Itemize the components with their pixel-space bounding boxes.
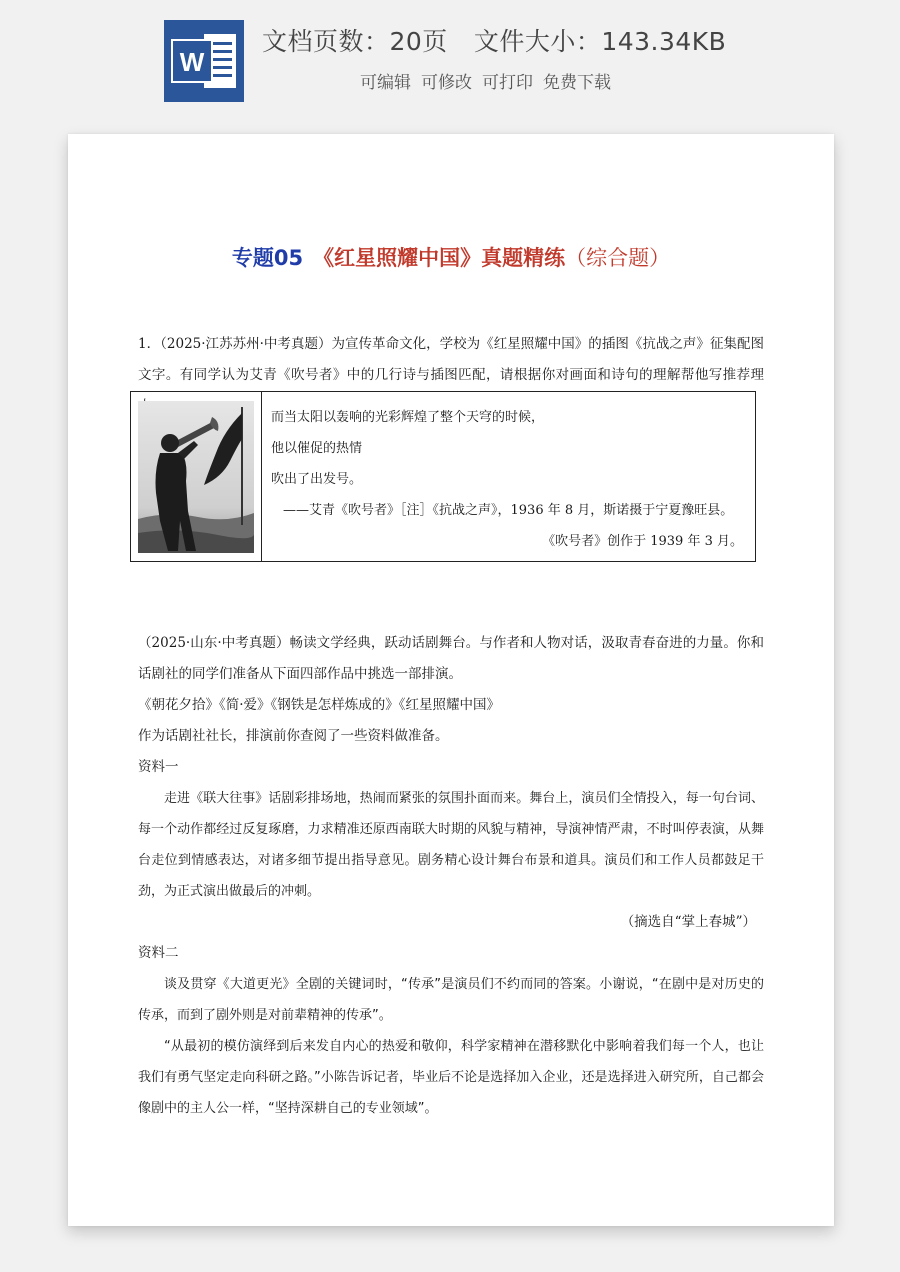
poem-table: [130, 391, 756, 562]
word-document-icon: [164, 20, 244, 102]
feature-editable: 可编辑: [360, 73, 411, 93]
question-2: [138, 628, 764, 1124]
title-book: 《红星照耀中国》真题精练: [313, 246, 566, 270]
question-2-intro: （2025·山东·中考真题）畅读文学经典，跃动话剧舞台。与作者和人物对话，汲取青春奋进的力量。你和话剧社的同学们准备从下面四部作品中挑选一部排演。: [138, 635, 764, 682]
document-info-header: [0, 0, 900, 120]
feature-free-download: 免费下载: [543, 73, 611, 93]
svg-text:W: W: [179, 47, 205, 77]
work-list: 《朝花夕拾》《简·爱》《钢铁是怎样炼成的》《红星照耀中国》: [138, 697, 501, 713]
feature-printable: 可打印: [482, 73, 533, 93]
file-stats: [262, 22, 726, 58]
document-page: [68, 134, 834, 1226]
poem-note: 《吹号者》创作于 1939 年 3 月。: [542, 534, 743, 549]
document-title: [68, 242, 834, 272]
material-1-text: 走进《联大往事》话剧彩排场地，热闹而紧张的氛围扑面而来。舞台上，演员们全情投入，每一句台词、每一个动作都经过反复琢磨，力求精准还原西南联大时期的风貌与精神，导演神情严肃，不时叫停表演，从舞台走位到情感表达，对诸多细节提出指导意见。剧务精心设计舞台布景和道具。演员们和工作人员都鼓足干劲，为正式演出做最后的冲刺。: [138, 791, 764, 899]
title-topic-number: 专题05: [231, 246, 304, 270]
poem-line-3: 吹出了出发号。: [271, 472, 363, 487]
poem-line-1: 而当太阳以轰响的光彩辉煌了整个天穹的时候，: [271, 410, 545, 425]
material-2-paragraph-1: 谈及贯穿《大道更光》全剧的关键词时，“传承”是演员们不约而同的答案。小谢说，“在剧中是对历史的传承，而到了剧外则是对前辈精神的传承”。: [138, 977, 764, 1023]
bugler-photo-image: [138, 401, 254, 553]
material-2-label: 资料二: [138, 945, 179, 961]
material-1-source: （摘选自“掌上春城”）: [620, 914, 756, 930]
lead-text: 作为话剧社社长，排演前你查阅了一些资料做准备。: [138, 728, 449, 744]
poem-text: [271, 402, 747, 557]
question-1-intro: 1．（2025·江苏苏州·中考真题）为宣传革命文化，学校为《红星照耀中国》的插图《抗战之声》征集配图文字。有同学认为艾青《吹号者》中的几行诗与插图匹配，请根据你对画面和诗句的理解帮他写推荐理: [138, 336, 764, 383]
material-2-paragraph-2: “从最初的模仿演绎到后来发自内心的热爱和敬仰，科学家精神在潜移默化中影响着我们每一个人，也让我们有勇气坚定走向科研之路。”小陈告诉记者，毕业后不论是选择加入企业，还是选择进入研究所，自己都会像剧中的主人公一样，“坚持深耕自己的专业领域”。: [138, 1039, 764, 1116]
feature-modifiable: 可修改: [421, 73, 472, 93]
page-count: 文档页数：20页: [262, 27, 448, 56]
poem-source: ——艾青《吹号者》［注］《抗战之声》，1936 年 8 月，斯诺摄于宁夏豫旺县。: [283, 503, 734, 518]
material-1-label: 资料一: [138, 759, 179, 775]
title-type: （综合题）: [565, 246, 671, 270]
feature-list: [360, 68, 611, 93]
poem-line-2: 他以催促的热情: [271, 441, 363, 456]
file-size: 文件大小：143.34KB: [473, 27, 727, 56]
bugler-photo: [131, 392, 262, 561]
